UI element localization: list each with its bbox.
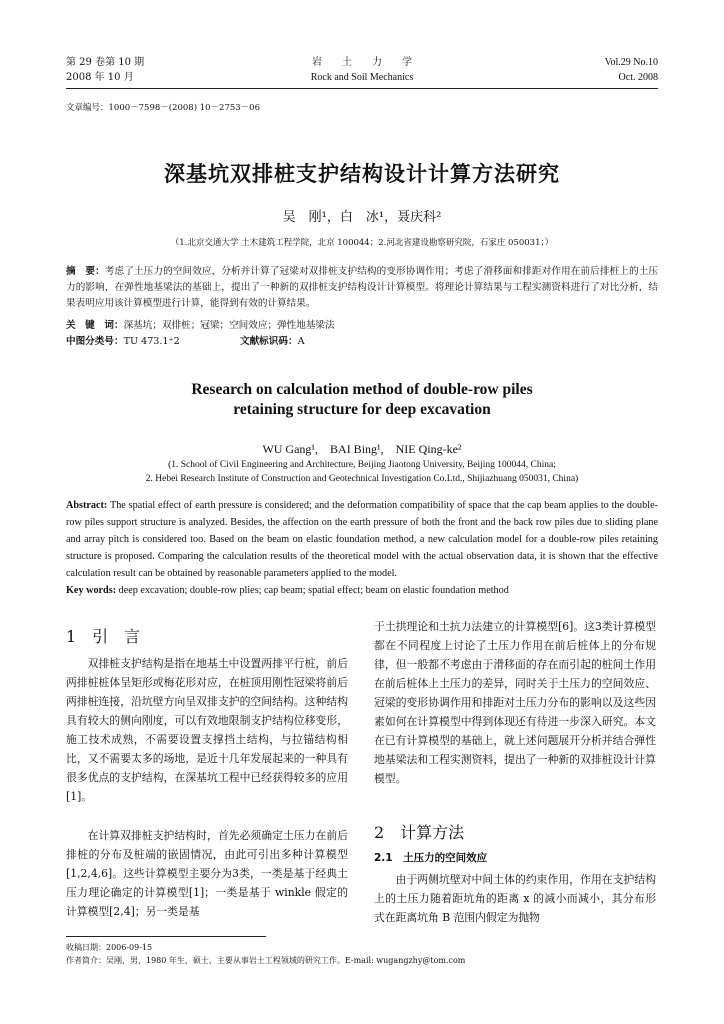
title-en-line2: retaining structure for deep excavation [233,401,491,418]
doc-label: 文献标识码： [240,336,298,347]
article-number: 文章编号：1000－7598－(2008) 10－2753－06 [66,103,260,113]
keywords-cn-text: 深基坑；双排桩；冠梁；空间效应；弹性地基梁法 [123,320,335,331]
affiliation-en-line2: 2. Hebei Research Institute of Construction and Geotechnical Investigation Co.Ltd., Shijiazhuang 050031, China) [145,474,579,484]
header-date-cn: 2008 年 10 月 [66,72,134,83]
header-date-en: Oct. 2008 [618,72,658,83]
class-label: 中图分类号： [66,336,124,347]
authors-cn: 吴 刚¹，白 冰¹，聂庆科² [282,210,442,225]
class-value: TU 473.1⁺2 [123,336,180,347]
keywords-cn [66,318,658,334]
abstract-en-label: Abstract: [66,500,108,511]
title-cn: 深基坑双排桩支护结构设计计算方法研究 [164,162,560,186]
authors-en: WU Gang¹, BAI Bing¹, NIE Qing-ke² [262,442,462,456]
header-volume-en: Vol.29 No.10 [604,57,658,68]
abstract-cn-label: 摘 要： [66,266,105,277]
affiliation-en-line1: (1. School of Civil Engineering and Architecture, Beijing Jiaotong University, Beijing 100044, China; [168,460,556,470]
footnote-received: 收稿日期：2006-09-15 [66,943,153,952]
classification-cn [66,334,180,350]
subsection-2-1-paragraph: 由于两侧坑壁对中间土体的约束作用，作用在支护结构上的土压力随着距坑角的距离 x 的减小而减小，其分布形式在距离坑角 B 范围内假定为抛物 [374,873,656,924]
section-2-heading: 2 计算方法 [374,823,465,842]
abstract-cn-text: 考虑了土压力的空间效应，分析并计算了冠梁对双排桩支护结构的变形协调作用；考虑了滑移面和排距对作用在前后排桩上的土压力的影响，在弹性地基梁法的基础上，提出了一种新的双排桩支护结构设计计算模型。将理论计算结果与工程实测资料进行了对比分析，结果表明应用该计算模型进行计算，能得到有效的计算结果。 [66,266,658,309]
abstract-en [66,497,658,582]
keywords-en-label: Key words: [66,585,117,596]
header-volume-cn: 第 29 卷第 10 期 [66,57,145,68]
section-1-paragraph-2: 在计算双排桩支护结构时，首先必须确定土压力在前后排桩的分布及桩端的嵌固情况，由此可引出多种计算模型[1,2,4,6]。这些计算模型主要分为3类，一类是基于经典土压力理论确定的计算模型[1]；一类是基于 winkle 假定的计算模型[2,4]；另一类是基 [66,829,348,918]
header-journal-en: Rock and Soil Mechanics [310,72,414,83]
footnote-rule [66,936,266,937]
right-column-paragraph-1: 于土拱理论和土抗力法建立的计算模型[6]。这3类计算模型都在不同程度上讨论了土压力作用在前后桩体上的分布规律，但一般都不考虑由于滑移面的存在而引起的桩间土作用在前后桩体上土压力的差异，同时关于土压力的空间效应、冠梁的变形协调作用和排距对土压力分布的影响以及这些因素如何在计算模型中得到体现还有待进一步深入研究。本文在已有计算模型的基础上，就上述问题展开分析并结合弹性地基梁法和工程实测资料，提出了一种新的双排桩设计计算模型。 [374,620,656,785]
keywords-en [66,582,658,599]
doc-code-cn [240,334,305,350]
section-1-paragraph-1: 双排桩支护结构是指在地基土中设置两排平行桩，前后两排桩桩体呈矩形或梅花形对应，在桩顶用刚性冠梁将前后两排桩连接，沿坑壁方向呈双排支护的空间结构。这种结构具有较大的侧向刚度，可以有效地限制支护结构位移变形，施工技术成熟，不需要设置支撑挡土结构，与拉锚结构相比，又不需要太多的场地，是近十几年发展起来的一种具有很多优点的支护结构，在深基坑工程中已经获得较多的应用[1]。 [66,657,348,803]
keywords-cn-label: 关 键 词： [66,320,124,331]
doc-value: A [297,336,305,347]
title-en-line1: Research on calculation method of double-row piles [191,381,533,398]
header-journal-cn: 岩 土 力 学 [312,57,412,68]
affiliation-cn: （1.北京交通大学 土木建筑工程学院，北京 100044；2.河北省建设勘察研究院，石家庄 050031；） [170,238,554,248]
section-1-heading: 1 引 言 [66,627,141,646]
abstract-cn [66,264,658,312]
subsection-2-1-heading: 2.1 土压力的空间效应 [374,852,488,864]
footnote-bio: 作者简介：吴刚，男，1980 年生，硕士，主要从事岩土工程领域的研究工作。E-mail: wugangzhy@tom.com [66,956,466,965]
keywords-en-text: deep excavation; double-row plies; cap beam; spatial effect; beam on elastic foundation method [118,585,509,596]
abstract-en-text: The spatial effect of earth pressure is considered; and the deformation compatibility of space that the cap beam applies to the double-row piles support structure is analyzed. Besides, the affection on the earth pressure of both the front and the back row piles due to sliding plane and array pitch is considered too. Based on the beam on elastic foundation method, a new calculation model for a double-row piles retaining structure is proposed. Comparing the calculation results of the theoretical model with the actual observation data, it is shown that the effective calculation result can be obtained by reasonable parameters applied to the model. [66,500,658,579]
header-rule [66,88,658,89]
